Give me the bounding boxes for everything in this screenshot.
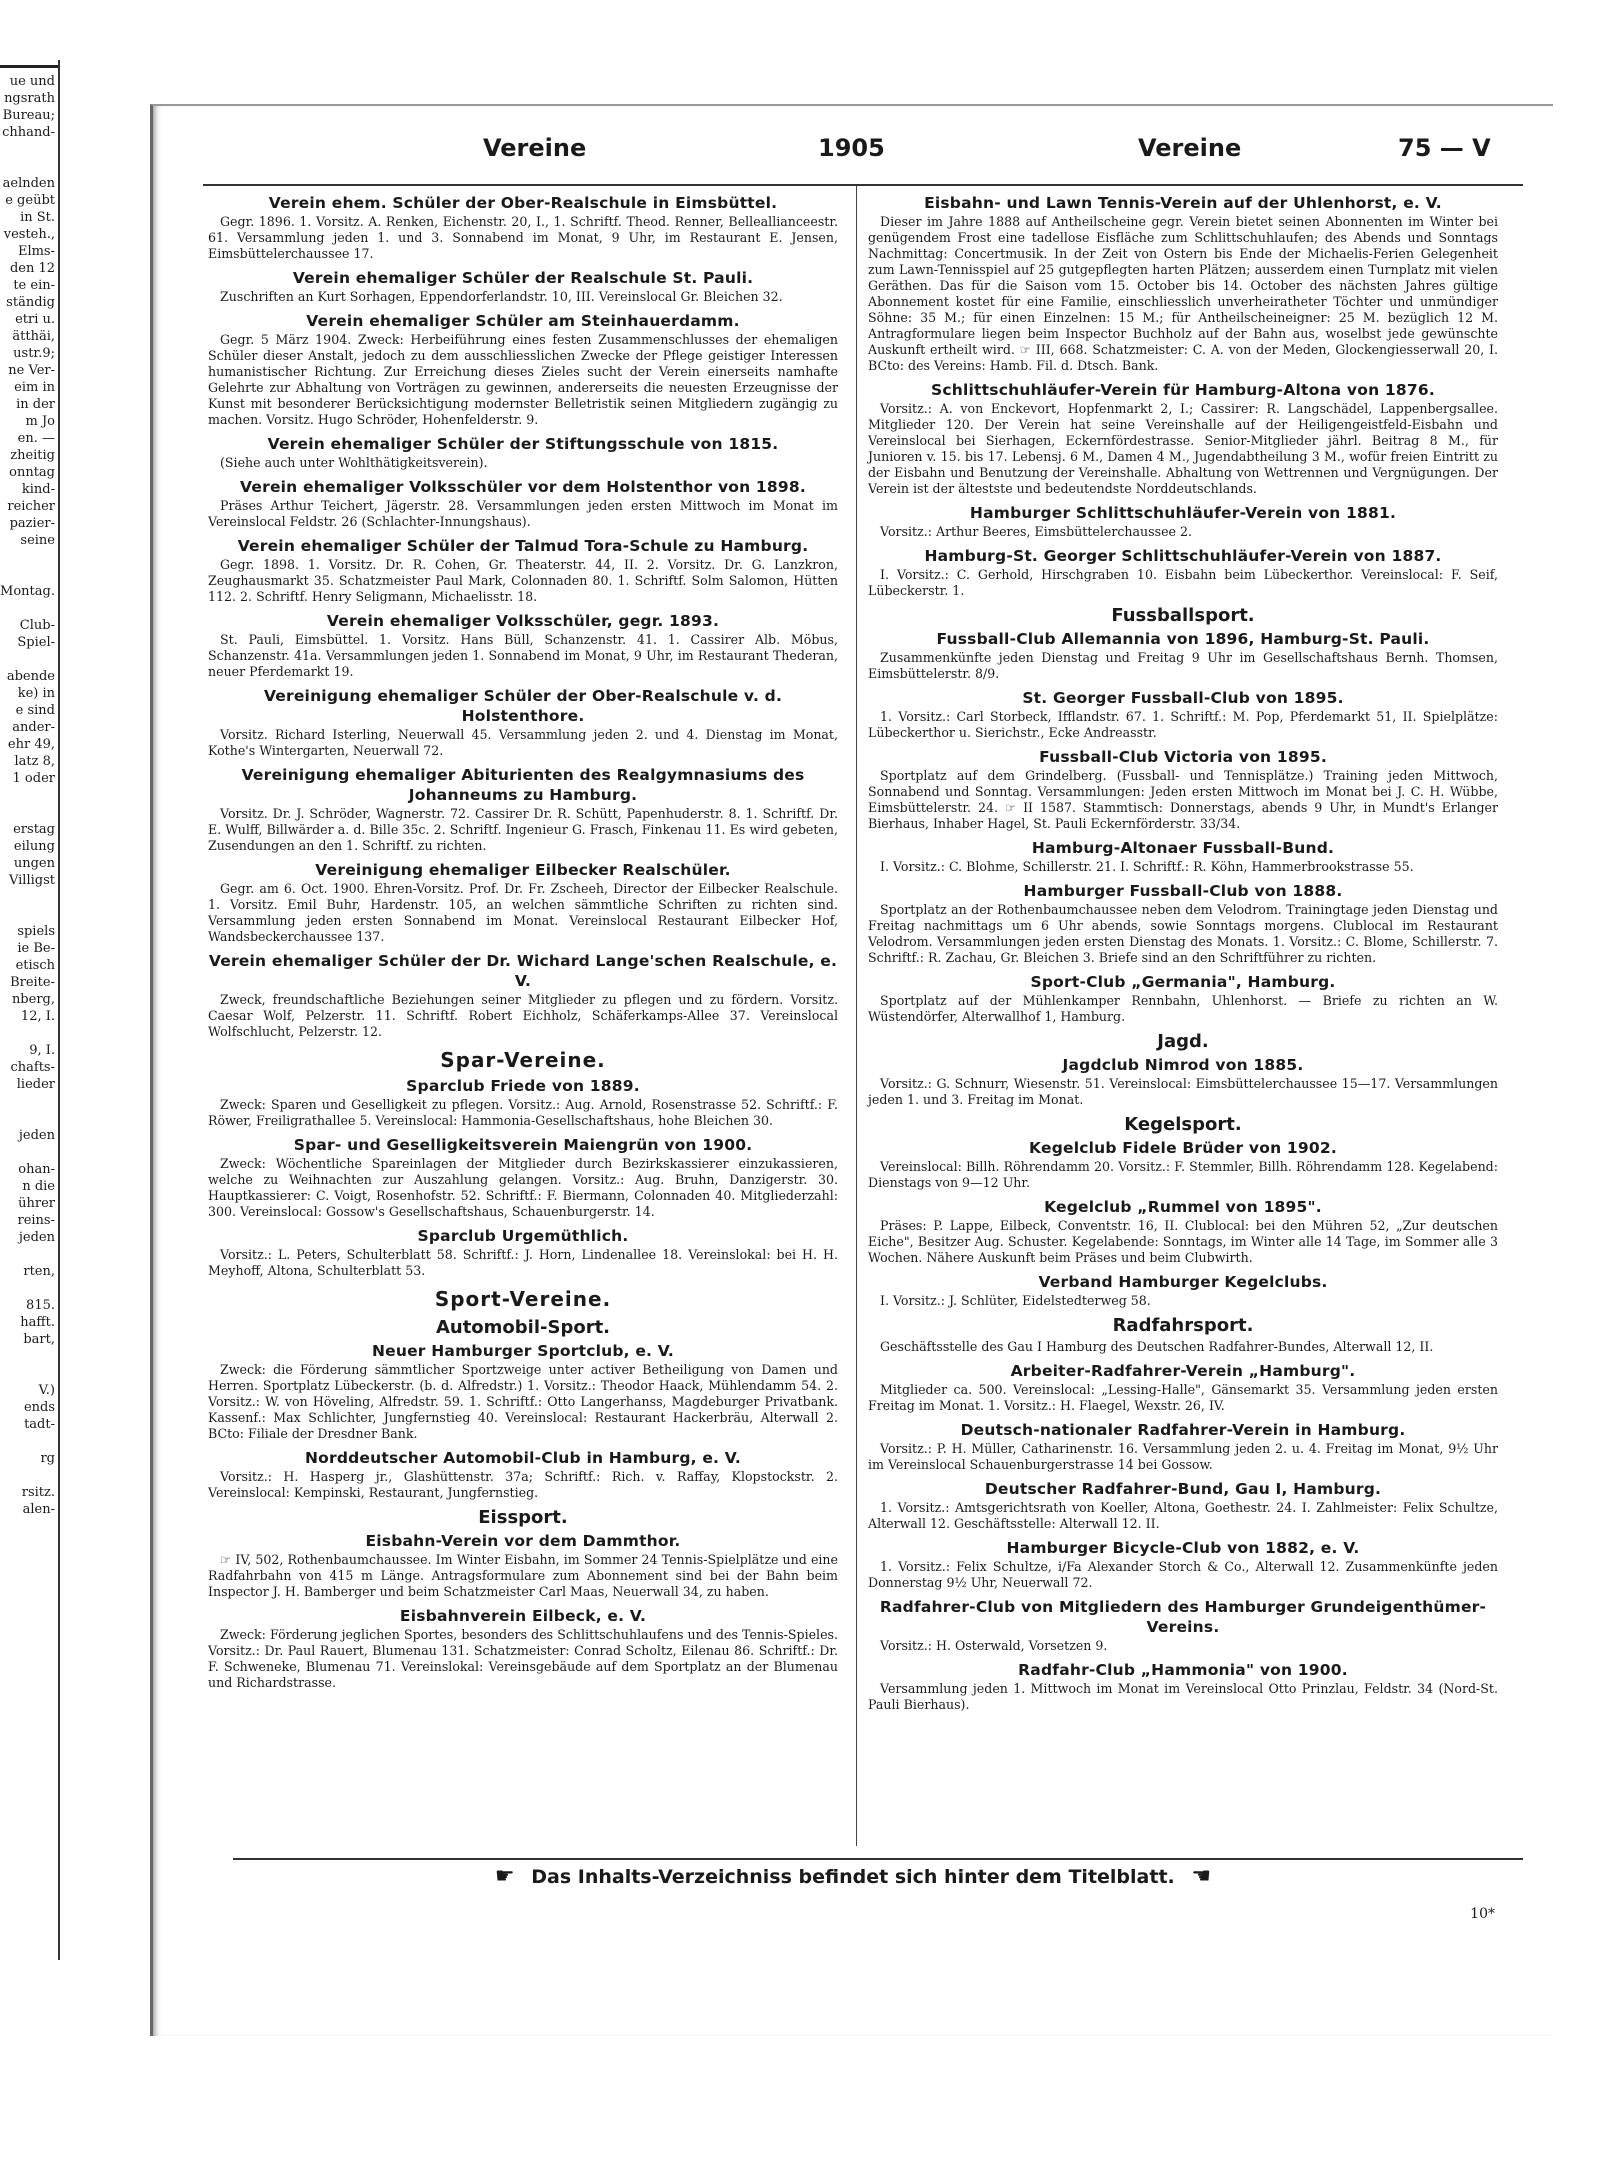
strip-line: Spiel- bbox=[17, 635, 55, 650]
club-description: Dieser im Jahre 1888 auf Antheilscheine gegr. Verein bietet seinen Abonnenten im Winter bei genügendem Frost eine tadellose Eisfläche zum Schlittschuhlaufen; des Abends und Sonntags Nachmittag: Concertmusik. In der Zeit von Ostern bis Ende der Michaelis-Ferien Gelegenheit zum Lawn-Tennisspiel auf 25 gutgepflegten harten Plätzen; ausserdem einen Turnplatz mit vielen Geräthen. Das für die Saison vom 15. October bis 14. October des nächsten Jahres gültige Abonnement kostet für eine Familie, einschliesslich unverheiratheter Töchter und unmündiger Söhne: 35 M.; für einen Einzelnen: 15 M.; für Antheilscheineigner: 25 M. bezüglich 12 M. Antragformulare liegen beim Inspector Buchholz auf der Bahn aus, woselbst jede gewünschte Auskunft ertheilt wird. ☞ III, 668. Schatzmeister: C. A. von der Meden, Glockengiesserwall 20, I. BCto: des Vereins: Hamb. Fil. d. Dtsch. Bank. bbox=[868, 214, 1498, 373]
club-title: Vereinigung ehemaliger Eilbecker Realschüler. bbox=[315, 861, 731, 879]
subsection-heading: Jagd. bbox=[1157, 1031, 1209, 1052]
page-header bbox=[153, 134, 1553, 174]
strip-line: 815. bbox=[26, 1298, 55, 1313]
subsection-heading: Radfahrsport. bbox=[1112, 1315, 1254, 1336]
club-description: Zweck: Wöchentliche Spareinlagen der Mitglieder durch Bezirkskassierer einzukassieren, welche zu Weihnachten zur Auszahlung gelangen. Vorsitz.: Aug. Bruhn, Danzigerstr. 30. Hauptkassierer: C. Voigt, Rosenhofstr. 52. Schriftf.: F. Biermann, Colonnaden 40. Mitgliederzahl: 300. Vereinslocal: Gossow's Gesellschaftshaus, Schauenburgerstr. 14. bbox=[208, 1156, 838, 1219]
strip-line: te ein- bbox=[13, 278, 55, 293]
club-description: ☞ IV, 502, Rothenbaumchaussee. Im Winter Eisbahn, im Sommer 24 Tennis-Spielplätze und eine Radfahrbahn von 415 m Länge. Antragsformulare zum Abonnement sind bei der Bahn beim Inspector J. H. Bamberger und beim Schatzmeister Carl Maas, Neuerwall 34, zu haben. bbox=[208, 1552, 838, 1599]
club-entry bbox=[868, 1361, 1498, 1414]
strip-line: bart, bbox=[23, 1332, 55, 1347]
strip-line: seine bbox=[20, 533, 55, 548]
strip-line bbox=[0, 1467, 58, 1484]
section-heading: Spar-Vereine. bbox=[440, 1048, 606, 1072]
club-title: Verein ehemaliger Schüler der Talmud Tora-Schule zu Hamburg. bbox=[237, 537, 809, 555]
club-title: Deutsch-nationaler Radfahrer-Verein in Hamburg. bbox=[960, 1421, 1406, 1439]
club-title: Neuer Hamburger Sportclub, e. V. bbox=[371, 1342, 675, 1360]
club-description: Vorsitz.: H. Hasperg jr., Glashüttenstr. 37a; Schriftf.: Rich. v. Raffay, Klopstockstr. 2. Vereinslocal: Kempinski, Restaurant, Jungfernstieg. bbox=[208, 1469, 838, 1500]
club-title: Hamburger Fussball-Club von 1888. bbox=[1023, 882, 1343, 900]
club-entry bbox=[868, 881, 1498, 966]
club-entry bbox=[208, 311, 838, 428]
club-entry bbox=[208, 193, 838, 262]
club-entry bbox=[868, 838, 1498, 875]
club-entry bbox=[208, 434, 838, 471]
subsection-heading: Kegelsport. bbox=[1124, 1114, 1242, 1135]
club-entry bbox=[208, 477, 838, 530]
club-entry bbox=[868, 1339, 1498, 1355]
club-entry bbox=[868, 1197, 1498, 1266]
club-entry bbox=[208, 1606, 838, 1691]
club-entry bbox=[868, 1597, 1498, 1654]
strip-line bbox=[0, 549, 58, 566]
club-title: Verband Hamburger Kegelclubs. bbox=[1038, 1273, 1328, 1291]
strip-line bbox=[0, 1144, 58, 1161]
strip-line: lieder bbox=[16, 1077, 55, 1092]
strip-line bbox=[0, 1025, 58, 1042]
club-title: Hamburg-St. Georger Schlittschuhläufer-Verein von 1887. bbox=[924, 547, 1442, 565]
strip-line: etri u. bbox=[15, 312, 55, 327]
club-description: I. Vorsitz.: C. Gerhold, Hirschgraben 10. Eisbahn beim Lübeckerthor. Vereinslocal: F. Seif, Lübeckerstr. 1. bbox=[868, 567, 1498, 598]
club-description: 1. Vorsitz.: Felix Schultze, i/Fa Alexander Storch & Co., Alterwall 12. Zusammenkünfte jeden Donnerstag 9½ Uhr, Neuerwall 72. bbox=[868, 1559, 1498, 1590]
club-entry bbox=[208, 765, 838, 854]
club-title: Verein ehem. Schüler der Ober-Realschule in Eimsbüttel. bbox=[268, 194, 778, 212]
strip-line: ehr 49, bbox=[7, 737, 55, 752]
club-description: Mitglieder ca. 500. Vereinslocal: „Lessing-Halle", Gänsemarkt 35. Versammlung jeden ersten Freitag im Monat. 1. Vorsitz.: H. Flaegel, Wexstr. 26, IV. bbox=[868, 1382, 1498, 1413]
club-entry bbox=[208, 1135, 838, 1220]
club-entry bbox=[208, 860, 838, 945]
strip-line: den 12 bbox=[9, 261, 55, 276]
strip-line: reins- bbox=[17, 1213, 55, 1228]
strip-line bbox=[0, 651, 58, 668]
club-title: Verein ehemaliger Volksschüler, gegr. 1893. bbox=[326, 612, 720, 630]
strip-line: spiels bbox=[17, 924, 55, 939]
pointing-hand-left-icon: ☚ bbox=[1191, 1864, 1212, 1889]
club-title: Sparclub Urgemüthlich. bbox=[417, 1227, 629, 1245]
club-entry bbox=[208, 1448, 838, 1501]
strip-line: rsitz. bbox=[21, 1485, 55, 1500]
strip-line: kind- bbox=[21, 482, 55, 497]
club-entry bbox=[208, 1531, 838, 1600]
strip-line: ends bbox=[23, 1400, 55, 1415]
club-entry bbox=[868, 1420, 1498, 1473]
strip-line: abende bbox=[6, 669, 55, 684]
page bbox=[150, 104, 1553, 2036]
strip-line: 12, I. bbox=[20, 1009, 55, 1024]
strip-line: vesteh., bbox=[3, 227, 55, 242]
strip-line: en. — bbox=[17, 431, 55, 446]
club-description: Zweck: die Förderung sämmtlicher Sportzweige unter activer Betheiligung von Damen und Herren. Sportplatz Lübeckerstr. (b. d. Alfredstr.) 1. Vorsitz.: Theodor Haack, Mühlendamm 54. 2. Vorsitz.: W. von Höveling, Alfredstr. 59. 1. Schriftf.: Otto Langerhanss, Magdeburger Privatbank. Kassenf.: Max Schlichter, Jungfernstieg 40. Vereinslocal: Restaurant Hackerbräu, Alterwall 2. BCto: Filiale der Dresdner Bank. bbox=[208, 1362, 838, 1441]
strip-line bbox=[0, 600, 58, 617]
strip-line: alen- bbox=[22, 1502, 55, 1517]
club-description: Zuschriften an Kurt Sorhagen, Eppendorferlandstr. 10, III. Vereinslocal Gr. Bleichen 32. bbox=[220, 289, 783, 304]
club-description: Zusammenkünfte jeden Dienstag und Freitag 9 Uhr im Gesellschaftshaus Bernh. Thomsen, Eimsbüttelerstr. 8/9. bbox=[868, 650, 1498, 681]
club-title: Jagdclub Nimrod von 1885. bbox=[1062, 1056, 1304, 1074]
strip-line: m Jo bbox=[25, 414, 55, 429]
strip-line: ührer bbox=[18, 1196, 55, 1211]
footer-rule bbox=[233, 1858, 1523, 1860]
adjacent-page-text bbox=[0, 73, 58, 1518]
strip-line: 9, I. bbox=[29, 1043, 55, 1058]
club-title: Eisbahn-Verein vor dem Dammthor. bbox=[365, 1532, 681, 1550]
strip-line bbox=[0, 1280, 58, 1297]
club-description: Vorsitz.: P. H. Müller, Catharinenstr. 16. Versammlung jeden 2. u. 4. Freitag im Monat, 9½ Uhr im Vereinslocal Schauenburgerstrasse 14 bei Gossow. bbox=[868, 1441, 1498, 1472]
club-entry bbox=[868, 1272, 1498, 1309]
club-entry bbox=[868, 1660, 1498, 1713]
club-title: Kegelclub Fidele Brüder von 1902. bbox=[1029, 1139, 1337, 1157]
club-description: 1. Vorsitz.: Amtsgerichtsrath von Koeller, Altona, Goethestr. 24. I. Zahlmeister: Felix Schultze, Alterwall 12. Geschäftsstelle: Alterwall 12. II. bbox=[868, 1500, 1498, 1531]
header-left: Vereine bbox=[483, 134, 587, 162]
club-entry bbox=[868, 629, 1498, 682]
strip-line: ständig bbox=[6, 295, 55, 310]
club-description: Vorsitz. Richard Isterling, Neuerwall 45. Versammlung jeden 2. und 4. Dienstag im Monat, Kothe's Wintergarten, Neuerwall 72. bbox=[208, 727, 838, 758]
strip-line: ne Ver- bbox=[8, 363, 55, 378]
footer-note bbox=[153, 1864, 1553, 1889]
club-title: Verein ehemaliger Schüler der Dr. Wichard Lange'schen Realschule, e. V. bbox=[208, 952, 838, 990]
club-title: Sport-Club „Germania", Hamburg. bbox=[1030, 973, 1336, 991]
strip-line: eim in bbox=[14, 380, 55, 395]
strip-line: pazier- bbox=[9, 516, 55, 531]
strip-line: Villigst bbox=[8, 873, 55, 888]
pointing-hand-right-icon: ☛ bbox=[494, 1864, 515, 1889]
club-entry bbox=[868, 1479, 1498, 1532]
club-description: Vorsitz.: L. Peters, Schulterblatt 58. Schriftf.: J. Horn, Lindenallee 18. Vereinslokal: bei H. H. Meyhoff, Altona, Schulterblatt 53. bbox=[208, 1247, 838, 1278]
strip-line: eilung bbox=[13, 839, 55, 854]
strip-line: Montag. bbox=[0, 584, 55, 599]
club-description: Sportplatz auf dem Grindelberg. (Fussball- und Tennisplätze.) Training jeden Mittwoch, Sonnabend und Sonntag. Versammlungen: Jeden ersten Mittwoch im Monat bei J. C. H. Wübbe, Eimsbüttelerstr. 24. ☞ II 1587. Stammtisch: Donnerstags, abends 9 Uhr, in Mundt's Erlanger Bierhaus, Inhaber Hagel, St. Pauli Eckernförderstr. 33/34. bbox=[868, 768, 1498, 831]
club-description: Präses Arthur Teichert, Jägerstr. 28. Versammlungen jeden ersten Mittwoch im Monat im Vereinslocal Feldstr. 26 (Schlachter-Innungshaus). bbox=[208, 498, 838, 529]
header-rule bbox=[203, 184, 1523, 186]
page-number: 75 — V bbox=[1398, 134, 1491, 162]
club-entry bbox=[868, 747, 1498, 832]
strip-line: V.) bbox=[38, 1383, 55, 1398]
club-description: (Siehe auch unter Wohlthätigkeitsverein). bbox=[220, 455, 488, 470]
club-title: Verein ehemaliger Volksschüler vor dem Holstenthor von 1898. bbox=[240, 478, 806, 496]
club-description: St. Pauli, Eimsbüttel. 1. Vorsitz. Hans Büll, Schanzenstr. 41. 1. Cassirer Alb. Möbus, Schanzenstr. 41a. Versammlungen jeden 1. Sonnabend im Monat, 9 Uhr, im Restaurant Thederan, neuer Pferdemarkt 19. bbox=[208, 632, 838, 679]
club-title: Verein ehemaliger Schüler der Stiftungsschule von 1815. bbox=[267, 435, 779, 453]
club-description: Vorsitz.: H. Osterwald, Vorsetzen 9. bbox=[880, 1638, 1108, 1653]
club-entry bbox=[208, 611, 838, 680]
right-column bbox=[868, 191, 1498, 1719]
strip-line: onntag bbox=[9, 465, 55, 480]
club-entry bbox=[208, 951, 838, 1040]
club-title: Eisbahn- und Lawn Tennis-Verein auf der Uhlenhorst, e. V. bbox=[924, 194, 1442, 212]
club-title: Norddeutscher Automobil-Club in Hamburg, e. V. bbox=[304, 1449, 742, 1467]
club-description: I. Vorsitz.: J. Schlüter, Eidelstedterweg 58. bbox=[880, 1293, 1151, 1308]
club-description: Sportplatz an der Rothenbaumchaussee neben dem Velodrom. Trainingtage jeden Dienstag und Freitag nachmittags um 6 Uhr abends, sowie Sonntags morgens. Clublocal im Restaurant Velodrom. Versammlungen jeden ersten Dienstag des Monats. 1. Vorsitz.: C. Blome, Schillerstr. 7. Schriftf.: R. Zachau, Gr. Bleichen 3. Briefe sind an den Schriftführer zu richten. bbox=[868, 902, 1498, 965]
club-entry bbox=[868, 380, 1498, 497]
club-description: Zweck: Förderung jeglichen Sportes, besonders des Schlittschuhlaufens und des Tennis-Spieles. Vorsitz.: Dr. Paul Rauert, Blumenau 131. Schatzmeister: Conrad Scholtz, Eilenau 86. Schriftf.: Dr. F. Schweneke, Blumenau 71. Vereinslokal: Vereinsgebäude auf dem Sportplatz an der Blumenau und Richardstrasse. bbox=[208, 1627, 838, 1690]
club-entry bbox=[868, 193, 1498, 374]
club-title: Verein ehemaliger Schüler am Steinhauerdamm. bbox=[306, 312, 740, 330]
club-description: Vereinslocal: Billh. Röhrendamm 20. Vorsitz.: F. Stemmler, Billh. Röhrendamm 128. Kegelabend: Dienstags von 9—12 Uhr. bbox=[868, 1159, 1498, 1190]
strip-line: erstag bbox=[13, 822, 55, 837]
club-description: Präses: P. Lappe, Eilbeck, Conventstr. 16, II. Clublocal: bei den Mühren 52, „Zur deutschen Eiche", Besitzer Aug. Schuster. Kegelabende: Sonntags, im Winter alle 14 Tage, im Sommer alle 3 Wochen. Nähere Auskunft beim Präses und beim Clubwirth. bbox=[868, 1218, 1498, 1265]
strip-line: jeden bbox=[18, 1230, 55, 1245]
club-entry bbox=[208, 536, 838, 605]
club-entry bbox=[868, 688, 1498, 741]
strip-line bbox=[0, 566, 58, 583]
strip-line: nberg, bbox=[11, 992, 55, 1007]
strip-line: Elms- bbox=[17, 244, 55, 259]
strip-line bbox=[0, 1110, 58, 1127]
club-title: Schlittschuhläufer-Verein für Hamburg-Altona von 1876. bbox=[931, 381, 1435, 399]
strip-line: jeden bbox=[18, 1128, 55, 1143]
header-year: 1905 bbox=[818, 134, 885, 162]
strip-line: ie Be- bbox=[17, 941, 55, 956]
club-title: Eisbahnverein Eilbeck, e. V. bbox=[399, 1607, 647, 1625]
subsection-heading: Eissport. bbox=[478, 1507, 568, 1528]
club-entry bbox=[868, 1538, 1498, 1591]
strip-line: in der bbox=[16, 397, 55, 412]
club-entry bbox=[868, 1138, 1498, 1191]
club-title: Radfahr-Club „Hammonia" von 1900. bbox=[1018, 1661, 1348, 1679]
club-title: Vereinigung ehemaliger Schüler der Ober-Realschule v. d. Holstenthore. bbox=[263, 687, 783, 725]
club-entry bbox=[208, 1341, 838, 1442]
club-title: Verein ehemaliger Schüler der Realschule St. Pauli. bbox=[292, 269, 754, 287]
club-description: Versammlung jeden 1. Mittwoch im Monat im Vereinslocal Otto Prinzlau, Feldstr. 34 (Nord-St. Pauli Bierhaus). bbox=[868, 1681, 1498, 1712]
header-right: Vereine bbox=[1138, 134, 1242, 162]
club-entry bbox=[208, 1226, 838, 1279]
strip-line: reicher bbox=[7, 499, 55, 514]
club-description: Vorsitz.: A. von Enckevort, Hopfenmarkt 2, I.; Cassirer: R. Langschädel, Lappenbergsallee. Mitglieder 120. Der Verein hat seine Vereinshalle auf der Heiligengeistfeld-Eisbahn und Vereinslocal bei Sierhagen, Eckernfördestrasse. Senior-Mitglieder jährl. Beitrag 8 M., für Junioren v. 15. bis 17. Lebensj. 6 M., Damen 4 M., Jugendabtheilung 3 M., wofür freien Eintritt zu der Eisbahn und Benutzung der Vereinshalle. Abhaltung von Wettrennen und Vergnügungen. Der Verein ist der ältestste und bedeutendste Norddeutschlands. bbox=[868, 401, 1498, 496]
club-entry bbox=[868, 972, 1498, 1025]
strip-line: tadt- bbox=[24, 1417, 55, 1432]
club-description: I. Vorsitz.: C. Blohme, Schillerstr. 21. I. Schriftf.: R. Köhn, Hammerbrookstrasse 55. bbox=[880, 859, 1414, 874]
strip-line: n die bbox=[22, 1179, 55, 1194]
strip-line bbox=[0, 1093, 58, 1110]
club-description: Vorsitz.: G. Schnurr, Wiesenstr. 51. Vereinslocal: Eimsbüttelerchaussee 15—17. Versammlungen jeden 1. und 3. Freitag im Monat. bbox=[868, 1076, 1498, 1107]
club-title: Sparclub Friede von 1889. bbox=[406, 1077, 640, 1095]
strip-line bbox=[0, 1365, 58, 1382]
club-title: Hamburger Bicycle-Club von 1882, e. V. bbox=[1006, 1539, 1360, 1557]
club-entry bbox=[868, 1055, 1498, 1108]
strip-line: rten, bbox=[23, 1264, 55, 1279]
club-description: Gegr. am 6. Oct. 1900. Ehren-Vorsitz. Prof. Dr. Fr. Zscheeh, Director der Eilbecker Realschule. 1. Vorsitz. Emil Buhr, Hardenstr. 105, an welchen sämmtliche Schriften zu richten sind. Versammlung jeden ersten Sonnabend im Monat. Vereinslocal Restaurant Eilbecker Hof, Wandsbeckerchaussee 137. bbox=[208, 881, 838, 944]
strip-line: ngsrath bbox=[4, 91, 55, 106]
strip-rule bbox=[0, 65, 58, 68]
strip-line: ue und bbox=[9, 74, 55, 89]
strip-line bbox=[0, 1246, 58, 1263]
strip-line: in St. bbox=[20, 210, 55, 225]
strip-line bbox=[0, 787, 58, 804]
club-title: Arbeiter-Radfahrer-Verein „Hamburg". bbox=[1010, 1362, 1356, 1380]
column-divider bbox=[856, 186, 857, 1846]
strip-line: ohan- bbox=[18, 1162, 55, 1177]
club-title: Spar- und Geselligkeitsverein Maiengrün von 1900. bbox=[293, 1136, 753, 1154]
strip-line: ätthäi, bbox=[12, 329, 55, 344]
strip-line: Breite- bbox=[10, 975, 55, 990]
strip-line bbox=[0, 804, 58, 821]
club-description: Gegr. 5 März 1904. Zweck: Herbeiführung eines festen Zusammenschlusses der ehemaligen Schüler dieser Anstalt, jedoch zu dem ausschliesslichen Zwecke der Pflege geistiger Interessen humanistischer Richtung. Zur Erreichung dieses Zieles sucht der Verein einerseits namhafte Gelehrte zur Abhaltung von Vorträgen zu gewinnen, andererseits die neuesten Erzeugnisse der Kunst mit besonderer Berücksichtigung modernster Belletristik seinen Mitgliedern zugängig zu machen. Vorsitz. Hugo Schröder, Hohenfelderstr. 9. bbox=[208, 332, 838, 427]
club-description: Gegr. 1898. 1. Vorsitz. Dr. R. Cohen, Gr. Theaterstr. 44, II. 2. Vorsitz. Dr. G. Lanzkron, Zeughausmarkt 35. Schatzmeister Paul Mark, Colonnaden 80. 1. Schriftf. Solm Salomon, Hütten 112. 2. Schriftf. Henry Seligmann, Michaelisstr. 18. bbox=[208, 557, 838, 604]
strip-line bbox=[0, 158, 58, 175]
strip-line: hafft. bbox=[20, 1315, 55, 1330]
club-title: Hamburger Schlittschuhläufer-Verein von 1881. bbox=[969, 504, 1397, 522]
strip-line: chhand- bbox=[2, 125, 55, 140]
club-entry bbox=[208, 1076, 838, 1129]
club-title: Vereinigung ehemaliger Abiturienten des Realgymnasiums des Johanneums zu Hamburg. bbox=[241, 766, 805, 804]
club-title: St. Georger Fussball-Club von 1895. bbox=[1022, 689, 1344, 707]
strip-line bbox=[0, 1348, 58, 1365]
subsection-heading: Automobil-Sport. bbox=[435, 1317, 611, 1338]
strip-line: Club- bbox=[19, 618, 55, 633]
printer-signature: 10* bbox=[1470, 1906, 1495, 1922]
club-title: Hamburg-Altonaer Fussball-Bund. bbox=[1031, 839, 1335, 857]
strip-line: 1 oder bbox=[12, 771, 55, 786]
strip-line bbox=[0, 889, 58, 906]
strip-line: aelnden bbox=[2, 176, 55, 191]
adjacent-page-strip bbox=[0, 60, 60, 1960]
club-description: Vorsitz.: Arthur Beeres, Eimsbüttelerchaussee 2. bbox=[880, 524, 1193, 539]
strip-line: etisch bbox=[15, 958, 55, 973]
strip-line: zheitig bbox=[10, 448, 55, 463]
strip-line: ungen bbox=[13, 856, 55, 871]
strip-line: e sind bbox=[15, 703, 55, 718]
club-description: Geschäftsstelle des Gau I Hamburg des Deutschen Radfahrer-Bundes, Alterwall 12, II. bbox=[880, 1339, 1434, 1354]
strip-line: Bureau; bbox=[2, 108, 55, 123]
club-description: 1. Vorsitz.: Carl Storbeck, Ifflandstr. 67. 1. Schriftf.: M. Pop, Pferdemarkt 51, II. Spielplätze: Lübeckerthor u. Sierichstr., Ecke Andreasstr. bbox=[868, 709, 1498, 740]
club-title: Fussball-Club Victoria von 1895. bbox=[1039, 748, 1327, 766]
club-entry bbox=[868, 503, 1498, 540]
club-description: Gegr. 1896. 1. Vorsitz. A. Renken, Eichenstr. 20, I., 1. Schriftf. Theod. Renner, Belleallianceestr. 61. Versammlung jeden 1. und 3. Sonnabend im Monat, 9 Uhr, im Restaurant E. Jensen, Eimsbüttelerchaussee 17. bbox=[208, 214, 838, 261]
club-description: Sportplatz auf der Mühlenkamper Rennbahn, Uhlenhorst. — Briefe zu richten an W. Wüstendörfer, Alterwallhof 1, Hamburg. bbox=[868, 993, 1498, 1024]
strip-line: ke) in bbox=[17, 686, 55, 701]
club-entry bbox=[868, 546, 1498, 599]
subsection-heading: Fussballsport. bbox=[1111, 605, 1255, 626]
strip-line: e geübt bbox=[5, 193, 55, 208]
left-column bbox=[208, 191, 838, 1697]
strip-line bbox=[0, 906, 58, 923]
club-title: Fussball-Club Allemannia von 1896, Hamburg-St. Pauli. bbox=[936, 630, 1430, 648]
section-heading: Sport-Vereine. bbox=[434, 1287, 612, 1311]
footer-text: Das Inhalts-Verzeichniss befindet sich hinter dem Titelblatt. bbox=[531, 1866, 1175, 1888]
club-title: Radfahrer-Club von Mitgliedern des Hamburger Grundeigenthümer-Vereins. bbox=[879, 1598, 1487, 1636]
club-entry bbox=[208, 686, 838, 759]
strip-line: latz 8, bbox=[14, 754, 55, 769]
club-entry bbox=[208, 268, 838, 305]
club-title: Deutscher Radfahrer-Bund, Gau I, Hamburg. bbox=[984, 1480, 1382, 1498]
strip-line: ander- bbox=[12, 720, 55, 735]
strip-line bbox=[0, 141, 58, 158]
club-description: Vorsitz. Dr. J. Schröder, Wagnerstr. 72. Cassirer Dr. R. Schütt, Papenhuderstr. 8. 1. Schriftf. Dr. E. Wulff, Billwärder a. d. Bille 35c. 2. Schriftf. Ingenieur G. Frasch, Finkenau 11. Es wird gebeten, Zusendungen an den 1. Schriftf. zu richten. bbox=[208, 806, 838, 853]
strip-line bbox=[0, 1433, 58, 1450]
club-description: Zweck: Sparen und Geselligkeit zu pflegen. Vorsitz.: Aug. Arnold, Rosenstrasse 52. Schriftf.: F. Röwer, Freiligrathallee 5. Vereinslocal: Hammonia-Gesellschaftshaus, hohe Bleichen 30. bbox=[208, 1097, 838, 1128]
strip-line: ustr.9; bbox=[13, 346, 55, 361]
strip-line: chafts- bbox=[10, 1060, 55, 1075]
club-description: Zweck, freundschaftliche Beziehungen seiner Mitglieder zu pflegen und zu fördern. Vorsitz. Caesar Wolf, Pelzerstr. 11. Schriftf. Robert Eichholz, Schäferkamps-Allee 37. Vereinslocal Wolfschlucht, Pelzerstr. 12. bbox=[208, 992, 838, 1039]
strip-line: rg bbox=[40, 1451, 55, 1466]
club-title: Kegelclub „Rummel von 1895". bbox=[1044, 1198, 1322, 1216]
